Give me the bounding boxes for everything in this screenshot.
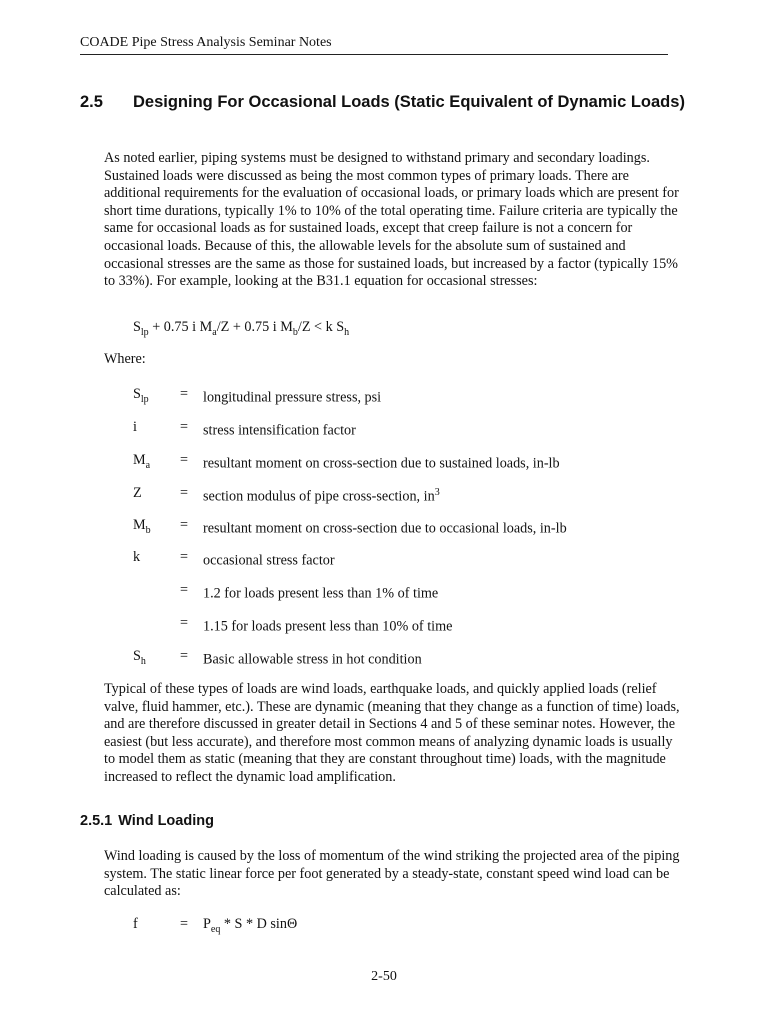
definition-text: resultant moment on cross-section due to occasional loads, in-lb xyxy=(203,520,567,537)
definition-equals: = xyxy=(180,615,189,631)
intro-paragraph: As noted earlier, piping systems must be designed to withstand primary and secondary loadings. Sustained loads were discussed as being the most common types of primary loads. There are additional requirements for the evaluation of occasional loads, or primary loads which are present for short time durations, typically 1% to 10% of the total operating time. Failure criteria are typically the same for occasional loads as for sustained loads, except that creep failure is not a concern for occasional loads. Because of this, the allowable levels for the absolute sum of sustained and occasional stresses are the same as those for sustained loads, but increased by a factor (typically 15% to 33%). For example, looking at the B31.1 equation for occasional stresses: xyxy=(104,150,679,290)
subsection-number: 2.5.1 xyxy=(80,813,113,829)
definition-text: longitudinal pressure stress, psi xyxy=(203,389,382,406)
definition-text: resultant moment on cross-section due to sustained loads, in-lb xyxy=(203,455,560,472)
running-header xyxy=(80,34,668,55)
definition-text: 1.15 for loads present less than 10% of time xyxy=(203,618,453,635)
eq-term: S xyxy=(133,319,141,335)
dynamic-loads-paragraph: Typical of these types of loads are wind loads, earthquake loads, and quickly applied loads (relief valve, fluid hammer, etc.). These are dynamic (meaning that they change as a function of time) loads, and are therefore discussed in greater detail in Sections 4 and 5 of these seminar notes. However, the easiest (but less accurate), and therefore most common means of analyzing dynamic loads is usually to model them as static (meaning that they are constant throughout time) loads, with the magnitude increased to reflect the dynamic load amplification. xyxy=(104,681,680,785)
subsection-heading xyxy=(80,813,214,829)
wind-eq-lhs: f xyxy=(133,916,138,932)
eq-subscript: h xyxy=(344,326,350,338)
definition-text: 1.2 for loads present less than 1% of time xyxy=(203,585,439,602)
where-label: Where: xyxy=(104,351,146,367)
wind-eq-rhs: $P_{eq}$ * S * D sinΘ xyxy=(203,916,298,935)
eq-term: + 0.75 i M xyxy=(148,319,213,335)
section-title: Designing For Occasional Loads (Static Equivalent of Dynamic Loads) xyxy=(133,93,685,111)
wind-eq-equals: = xyxy=(180,916,189,932)
definition-symbol: k xyxy=(133,549,141,565)
definition-text: occasional stress factor xyxy=(203,552,335,569)
definition-text: section modulus of pipe cross-section, $in^3$ xyxy=(203,487,440,505)
definition-equals: = xyxy=(180,386,189,402)
wind-loading-paragraph: Wind loading is caused by the loss of momentum of the wind striking the projected area of the piping system. The static linear force per foot generated by a steady-state, constant speed wind load can be calculated as: xyxy=(104,848,680,900)
section-number: 2.5 xyxy=(80,93,103,111)
definition-symbol: Z xyxy=(133,485,142,501)
eq-term: /Z + 0.75 i M xyxy=(216,319,293,335)
definition-equals: = xyxy=(180,485,189,501)
running-title: COADE Pipe Stress Analysis Seminar Notes xyxy=(80,35,332,50)
definition-equals: = xyxy=(180,452,189,468)
definition-symbol: $S_{lp}$ xyxy=(133,386,149,405)
occasional-stress-equation xyxy=(133,318,349,342)
definition-equals: = xyxy=(180,648,189,664)
definition-symbol: $M_b$ xyxy=(133,517,151,536)
eq-subscript: b xyxy=(292,326,298,338)
page-number: 2-50 xyxy=(371,969,397,984)
eq-term: /Z < k S xyxy=(297,319,345,335)
definition-symbol: $S_h$ xyxy=(133,648,146,667)
eq-subscript: lp xyxy=(140,326,149,338)
definition-equals: = xyxy=(180,549,189,565)
subsection-title: Wind Loading xyxy=(118,813,214,829)
definition-symbol: $M_a$ xyxy=(133,452,151,471)
definition-equals: = xyxy=(180,419,189,435)
definition-symbol: i xyxy=(133,419,137,435)
eq-subscript: a xyxy=(212,326,217,338)
definition-text: Basic allowable stress in hot condition xyxy=(203,651,422,668)
definition-equals: = xyxy=(180,582,189,598)
definition-text: stress intensification factor xyxy=(203,422,356,439)
definition-equals: = xyxy=(180,517,189,533)
